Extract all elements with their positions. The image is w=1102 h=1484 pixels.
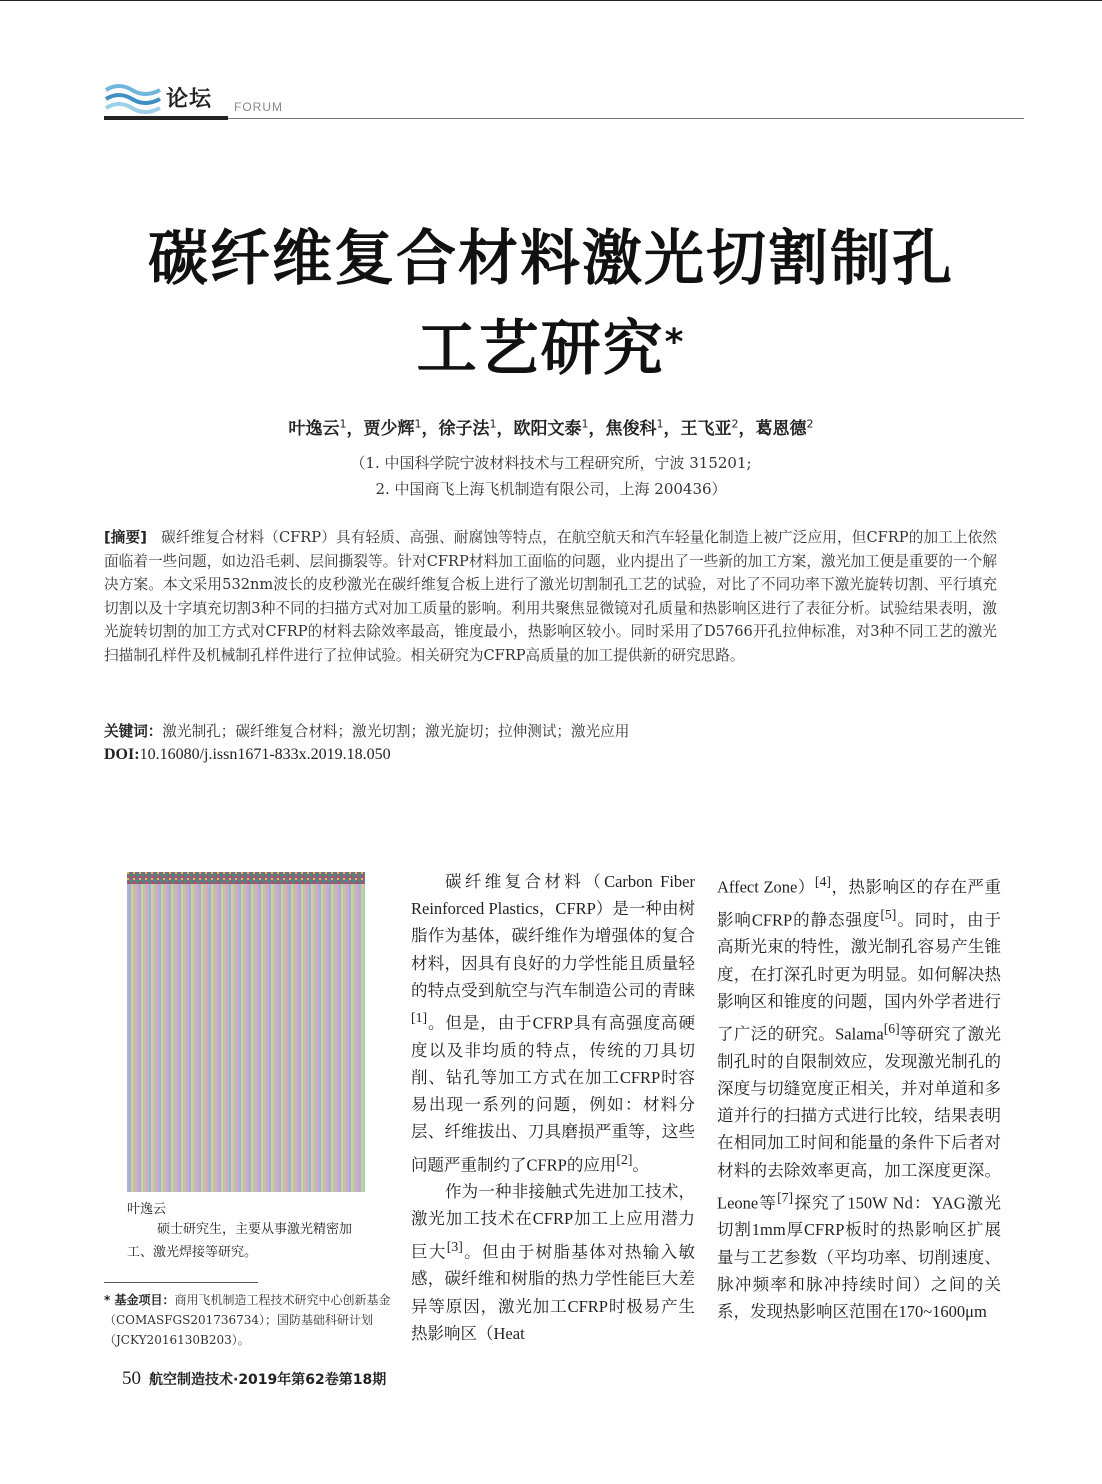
author-name: 王飞亚 (680, 419, 732, 439)
header-rule-thick (104, 116, 228, 120)
body-paragraph (411, 1178, 695, 1347)
body-text: ，热影响区的存在严重影响CFRP的静态强度 (717, 877, 1001, 930)
body-text: 。 (632, 1155, 649, 1175)
funding-footnote (104, 1290, 396, 1350)
header-rule-thin (228, 118, 1024, 119)
citation: [7] (777, 1189, 794, 1205)
citation: [5] (880, 906, 897, 922)
top-border-rule (0, 0, 1102, 1)
author-affiliation: 1 (656, 417, 664, 431)
author-affiliation: 1 (489, 417, 497, 431)
section-label-en: FORUM (234, 100, 283, 114)
author-affiliation: 2 (731, 417, 739, 431)
keywords-text: 激光制孔；碳纤维复合材料；激光切割；激光旋切；拉伸测试；激光应用 (162, 723, 630, 740)
page-footer (122, 1368, 386, 1390)
citation: [3] (446, 1238, 463, 1254)
abstract-label: [摘要] (104, 529, 147, 546)
author-name: 贾少辉 (363, 419, 415, 439)
author-list: 叶逸云$^1$，贾少辉$^1$，徐子法$^1$，欧阳文泰$^1$，焦俊科$^1$，王飞亚$^2$，葛恩德$^2$ (288, 417, 814, 439)
author-affiliation: 1 (414, 417, 422, 431)
body-paragraph (411, 868, 695, 1178)
citation: [2] (616, 1151, 633, 1167)
affiliation-line1: （1. 中国科学院宁波材料技术与工程研究所，宁波 315201; (350, 454, 752, 472)
author-name: 葛恩德 (755, 419, 807, 439)
body-column-2 (411, 868, 695, 1347)
doi-value: 10.16080/j.issn1671-833x.2019.18.050 (139, 746, 391, 763)
footnote-rule (104, 1282, 258, 1283)
body-text: 探究了150W Nd：YAG激光切割1mm厚CFRP板时的热影响区扩展量与工艺参数（平均功率、切削速度、脉冲频率和脉冲持续时间）之间的关系，发现热影响区范围在170~1600μm (717, 1193, 1001, 1322)
footnote-text: 商用飞机制造工程技术研究中心创新基金（COMASFGS201736734）；国防基础科研计划（JCKY2016130B203）。 (104, 1293, 391, 1347)
body-text: 。但是，由于CFRP具有高强度高硬度以及非均质的特点，传统的刀具切削、钻孔等加工方式在加工CFRP时容易出现一系列的问题，例如：材料分层、纤维拔出、刀具磨损严重等，这些问题严重制约了CFRP的应用 (411, 1013, 695, 1175)
bio-author-name: 叶逸云 (127, 1202, 167, 1217)
affiliation-line2: 2. 中国商飞上海飞机制造有限公司，上海 200436） (375, 480, 727, 498)
author-affiliation: 2 (806, 417, 814, 431)
doi (104, 746, 391, 764)
section-label: 论坛 (166, 87, 213, 112)
body-column-3 (717, 868, 1001, 1325)
author-name: 焦俊科 (605, 419, 657, 439)
abstract (104, 526, 997, 667)
section-header (104, 72, 1024, 124)
citation: [4] (814, 874, 831, 889)
author-photo (127, 872, 365, 1192)
author-name: 欧阳文泰 (513, 419, 582, 439)
body-text: 等研究了激光制孔时的自限制效应，发现激光制孔的深度与切缝宽度正相关，并对单道和多道并行的扫描方式进行比较，结果表明在相同加工时间和能量的条件下后者对材料的去除效率更高，加工深度更深。Leone等 (717, 1024, 1001, 1213)
citation: [6] (883, 1021, 900, 1037)
body-text: Affect Zone） (717, 877, 815, 897)
article-title-line2 (0, 314, 1102, 384)
author-name: 徐子法 (438, 419, 490, 439)
journal-info: 航空制造技术·2019年第62卷第18期 (149, 1372, 387, 1388)
body-text: 作为一种非接触式先进加工技术，激光加工技术在CFRP加工上应用潜力巨大 (411, 1182, 695, 1262)
author-affiliation: 1 (581, 417, 589, 431)
page-number: 50 (122, 1368, 141, 1389)
footnote-label: * 基金项目： (104, 1293, 175, 1307)
doi-label: DOI: (104, 746, 140, 763)
title-text: 工艺研究 (416, 314, 665, 384)
body-text: 。但由于树脂基体对热输入敏感，碳纤维和树脂的热力学性能巨大差异等原因，激光加工CFRP时极易产生热影响区（Heat (411, 1242, 696, 1343)
bio-description: 硕士研究生，主要从事激光精密加工、激光焊接等研究。 (127, 1222, 353, 1260)
citation: [1] (411, 1010, 428, 1026)
title-footnote-mark: * (664, 322, 686, 363)
body-text: 。同时，由于高斯光束的特性，激光制孔容易产生锥度，在打深孔时更为明显。如何解决热影响区和锥度的问题，国内外学者进行了广泛的研究。Salama (717, 910, 1001, 1044)
author-affiliation: 1 (339, 417, 347, 431)
body-paragraph (717, 868, 1001, 1325)
body-text: 碳纤维复合材料（Carbon Fiber Reinforced Plastics，CFRP）是一种由树脂作为基体，碳纤维作为增强体的复合材料，因具有良好的力学性能且质量轻的特点受到航空与汽车制造公司的青睐 (411, 872, 695, 1000)
author-name: 叶逸云 (288, 419, 340, 439)
abstract-text: 碳纤维复合材料（CFRP）具有轻质、高强、耐腐蚀等特点，在航空航天和汽车轻量化制造上被广泛应用，但CFRP的加工上依然面临着一些问题，如边沿毛刺、层间撕裂等。针对CFRP材料加工面临的问题，业内提出了一些新的加工方案，激光加工便是重要的一个解决方案。本文采用532nm波长的皮秒激光在碳纤维复合板上进行了激光切割制孔工艺的试验，对比了不同功率下激光旋转切割、平行填充切割以及十字填充切割3种不同的扫描方式对加工质量的影响。利用共聚焦显微镜对孔质量和热影响区进行了表征分析。试验结果表明，激光旋转切割的加工方式对CFRP的材料去除效率最高，锥度最小，热影响区较小。同时采用了D5766开孔拉伸标准，对3种不同工艺的激光扫描制孔样件及机械制孔样件进行了拉伸试验。相关研究为CFRP高质量的加工提供新的研究思路。 (104, 529, 997, 664)
keywords-label: 关键词： (104, 723, 163, 740)
article-title-line1: 碳纤维复合材料激光切割制孔 (148, 224, 954, 294)
keywords (104, 720, 997, 741)
wave-logo-icon (104, 78, 164, 114)
